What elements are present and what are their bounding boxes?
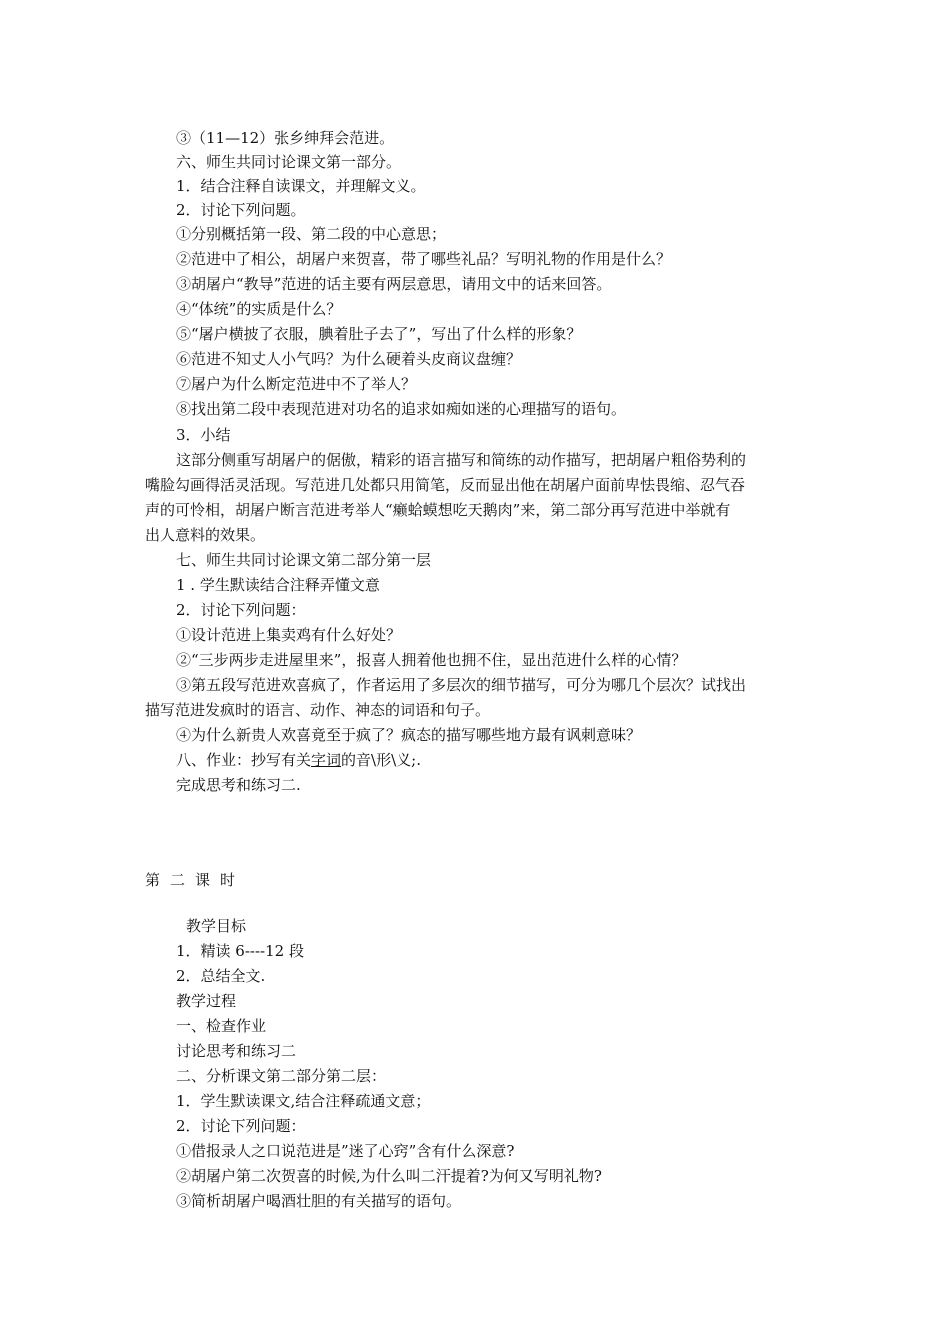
- section-heading: 六、师生共同讨论课文第一部分。: [176, 153, 402, 171]
- text-line: 1．精读 6----12 段: [176, 942, 304, 960]
- text-line: 1 . 学生默读结合注释弄懂文意: [176, 576, 380, 594]
- vocabulary-link[interactable]: 字词: [311, 751, 342, 769]
- process-title: 教学过程: [176, 992, 237, 1010]
- section-heading: 一、检查作业: [176, 1017, 267, 1035]
- question-item: ④为什么新贵人欢喜竟至于疯了？疯态的描写哪些地方最有讽刺意味？: [176, 726, 642, 744]
- question-item: ②范进中了相公，胡屠户来贺喜，带了哪些礼品？写明礼物的作用是什么？: [176, 250, 672, 268]
- question-item: ⑦屠户为什么断定范进中不了举人？: [176, 375, 417, 393]
- question-item: ③胡屠户“教导”范进的话主要有两层意思，请用文中的话来回答。: [176, 275, 612, 293]
- text-line: 2．总结全文.: [176, 967, 266, 985]
- text-line: 3．小结: [176, 426, 231, 444]
- question-item: ⑤“屠户横披了衣服，腆着肚子去了”，写出了什么样的形象？: [176, 325, 582, 343]
- goal-title: 教学目标: [186, 917, 247, 935]
- text-line: 2．讨论下列问题。: [176, 201, 306, 219]
- text-line: 1．结合注释自读课文，并理解文义。: [176, 177, 426, 195]
- question-item: ②胡屠户第二次贺喜的时候,为什么叫二汗提着?为何又写明礼物?: [176, 1167, 602, 1185]
- question-item: ②“三步两步走进屋里来”，报喜人拥着他也拥不住，显出范进什么样的心情？: [176, 651, 687, 669]
- paragraph-line: 出人意料的效果。: [145, 526, 266, 544]
- paragraph-line: 声的可怜相，胡屠户断言范进考举人“癞蛤蟆想吃天鹅肉”来，第二部分再写范进中举就有: [145, 501, 731, 519]
- section-heading: 二、分析课文第二部分第二层：: [176, 1067, 387, 1085]
- section-heading: 七、师生共同讨论课文第二部分第一层: [176, 551, 432, 569]
- lesson-heading: 第二课时: [145, 871, 246, 889]
- text-line: 完成思考和练习二.: [176, 776, 301, 794]
- text-line: 1．学生默读课文,结合注释疏通文意；: [176, 1092, 431, 1110]
- homework-text: 八、作业：抄写有关: [176, 751, 312, 769]
- homework-text-tail: 的音\形\义;.: [341, 751, 421, 769]
- question-item: ①分别概括第一段、第二段的中心意思；: [176, 225, 447, 243]
- text-line: ③（11—12）张乡绅拜会范进。: [176, 129, 395, 147]
- question-item: ①借报录人之口说范进是”迷了心窍”含有什么深意?: [176, 1142, 515, 1160]
- question-item: ①设计范进上集卖鸡有什么好处？: [176, 626, 402, 644]
- paragraph-line: 这部分侧重写胡屠户的倨傲，精彩的语言描写和简练的动作描写，把胡屠户粗俗势利的: [176, 451, 747, 469]
- paragraph-line: 描写范进发疯时的语言、动作、神态的词语和句子。: [145, 701, 491, 719]
- question-item: ⑧找出第二段中表现范进对功名的追求如痴如迷的心理描写的语句。: [176, 400, 627, 418]
- text-line: 2．讨论下列问题：: [176, 601, 306, 619]
- question-item: ④“体统”的实质是什么？: [176, 300, 342, 318]
- text-line: 2．讨论下列问题：: [176, 1117, 306, 1135]
- paragraph-line: ③第五段写范进欢喜疯了，作者运用了多层次的细节描写，可分为哪几个层次？试找出: [176, 676, 747, 694]
- paragraph-line: 嘴脸勾画得活灵活现。写范进几处都只用简笔，反而显出他在胡屠户面前卑怯畏缩、忍气吞: [145, 476, 746, 494]
- homework-line: [176, 748, 421, 772]
- text-line: 讨论思考和练习二: [176, 1042, 297, 1060]
- question-item: ⑥范进不知丈人小气吗？为什么硬着头皮商议盘缠？: [176, 350, 522, 368]
- question-item: ③简析胡屠户喝酒壮胆的有关描写的语句。: [176, 1192, 462, 1210]
